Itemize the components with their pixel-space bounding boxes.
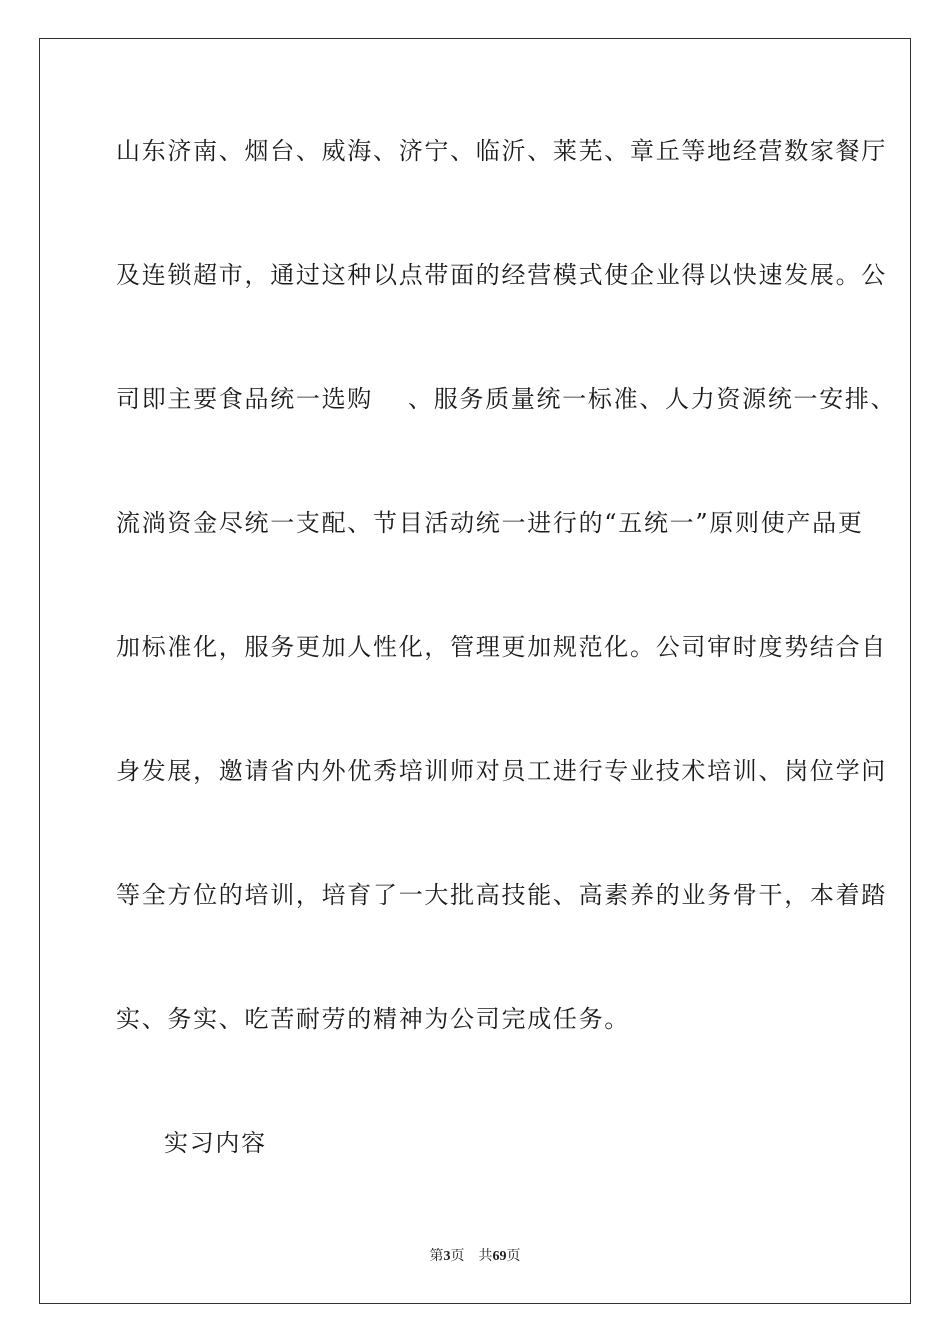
total-pages: 69 — [492, 1249, 507, 1264]
paragraph-line-1: 山东济南、烟台、威海、济宁、临沂、莱芜、章丘等地经营数家餐厅 — [116, 137, 887, 165]
page-border — [39, 38, 911, 1304]
page-number: 3 — [443, 1249, 451, 1264]
page-suffix: 页 — [450, 1249, 465, 1264]
page-footer — [0, 1248, 950, 1266]
total-suffix: 页 — [506, 1249, 521, 1264]
paragraph-line-6: 身发展，邀请省内外优秀培训师对员工进行专业技术培训、岗位学问 — [116, 757, 887, 785]
page-prefix: 第 — [429, 1249, 444, 1264]
paragraph-line-3: 司即主要食品统一选购 、服务质量统一标准、人力资源统一安排、 — [116, 385, 897, 413]
paragraph-line-8: 实、务实、吃苦耐劳的精神为公司完成任务。 — [116, 1005, 630, 1033]
total-prefix: 共 — [478, 1249, 493, 1264]
paragraph-line-7: 等全方位的培训，培育了一大批高技能、高素养的业务骨干，本着踏 — [116, 881, 887, 909]
section-heading: 实习内容 — [164, 1129, 267, 1157]
paragraph-line-2: 及连锁超市，通过这种以点带面的经营模式使企业得以快速发展。公 — [116, 261, 887, 289]
paragraph-line-5: 加标准化，服务更加人性化，管理更加规范化。公司审时度势结合自 — [116, 633, 887, 661]
paragraph-line-4: 流淌资金尽统一支配、节目活动统一进行的“五统一”原则使产品更 — [116, 509, 864, 537]
